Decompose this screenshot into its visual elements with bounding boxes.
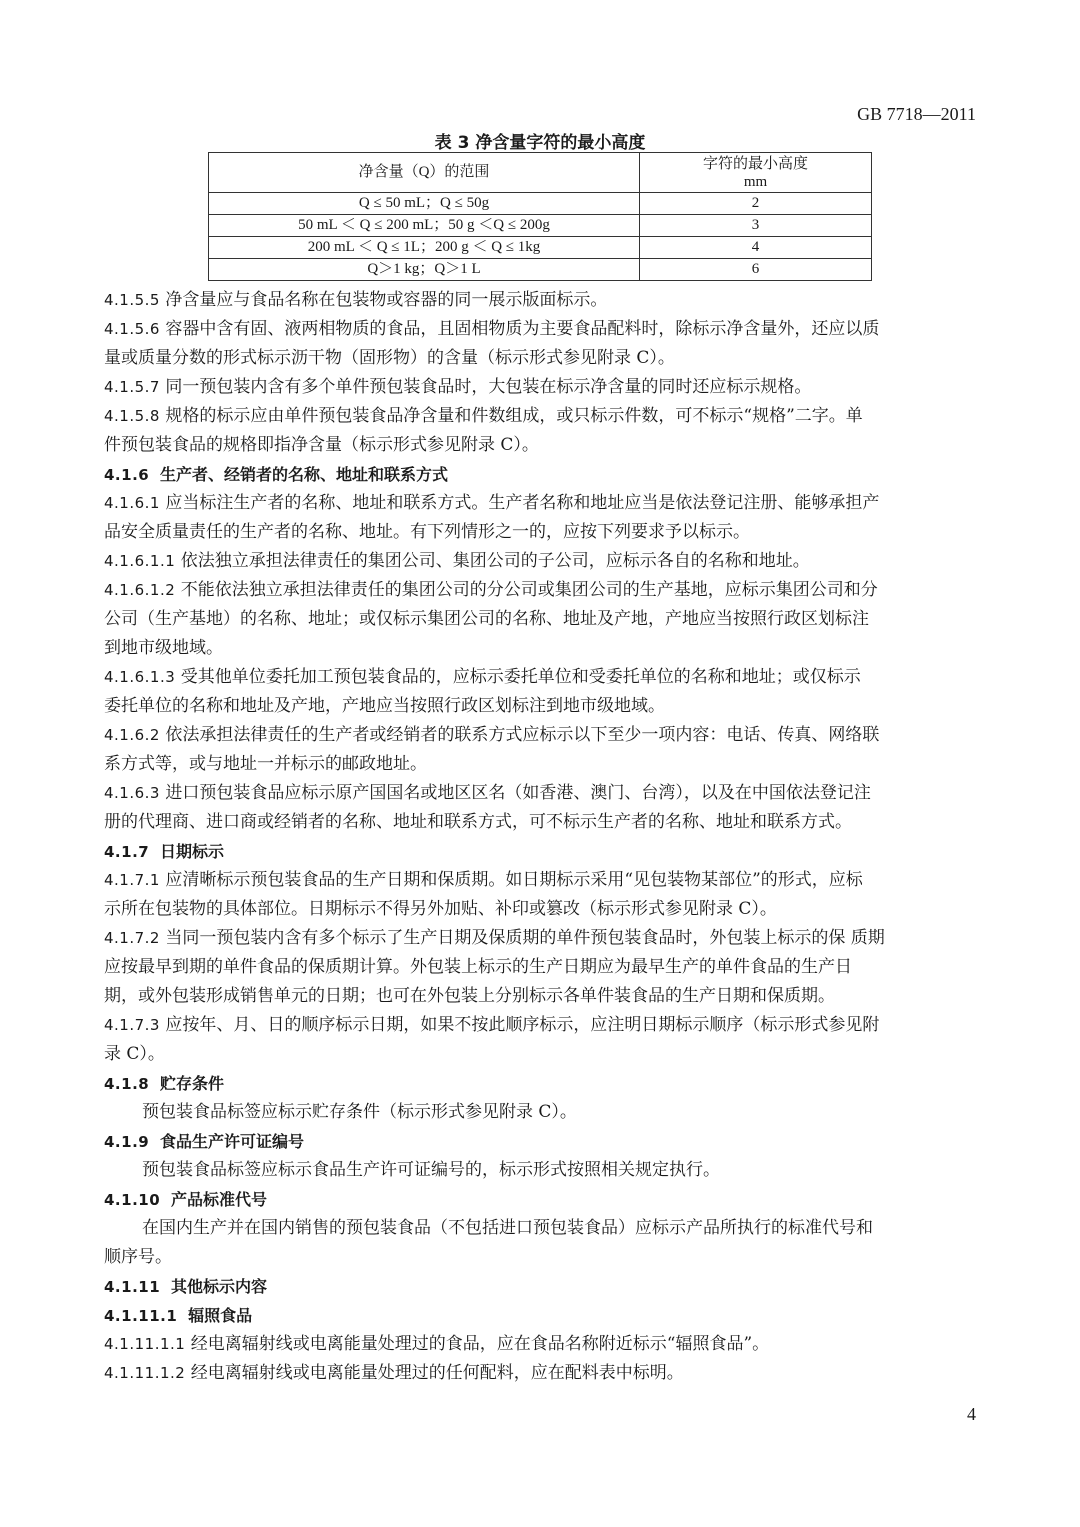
clause-number: 4.1.9 — [104, 1133, 150, 1151]
clause-number: 4.1.7.3 — [104, 1016, 160, 1034]
table-row — [209, 193, 872, 215]
paragraph-line — [104, 634, 976, 663]
section-heading — [104, 1185, 976, 1214]
clause-number: 4.1.5.5 — [104, 291, 160, 309]
paragraph-line — [104, 1040, 976, 1069]
paragraph-line — [104, 1214, 976, 1243]
paragraph-line — [104, 895, 976, 924]
paragraph-line — [104, 373, 976, 402]
section-heading — [104, 1272, 976, 1301]
heading-text: 日期标示 — [160, 842, 225, 861]
paragraph-line — [104, 750, 976, 779]
clause-text: 经电离辐射线或电离能量处理过的食品，应在食品名称附近标示“辐照食品”。 — [190, 1334, 770, 1354]
clause-text: 委托单位的名称和地址及产地，产地应当按照行政区划标注到地市级地域。 — [104, 696, 665, 716]
clause-text: 经电离辐射线或电离能量处理过的任何配料，应在配料表中标明。 — [190, 1363, 684, 1383]
heading-text: 贮存条件 — [160, 1074, 225, 1093]
clause-number: 4.1.5.7 — [104, 378, 160, 396]
paragraph-line — [104, 1359, 976, 1388]
table-header-height-unit: mm — [743, 173, 768, 190]
table-header-height — [640, 153, 872, 193]
table-cell-range: Q＞1 kg；Q＞1 L — [209, 259, 640, 281]
paragraph-line — [104, 489, 976, 518]
clause-number: 4.1.6.3 — [104, 784, 160, 802]
page-number: 4 — [967, 1404, 976, 1424]
paragraph-line — [104, 779, 976, 808]
clause-number: 4.1.7.2 — [104, 929, 160, 947]
clause-number: 4.1.11.1.2 — [104, 1364, 186, 1382]
table-cell-range: 200 mL ＜ Q ≤ 1L；200 g ＜ Q ≤ 1kg — [209, 237, 640, 259]
heading-text: 产品标准代号 — [170, 1190, 267, 1209]
clause-text: 顺序号。 — [104, 1247, 172, 1267]
heading-text: 食品生产许可证编号 — [160, 1132, 305, 1151]
section-heading — [104, 837, 976, 866]
clause-text: 册的代理商、进口商或经销者的名称、地址和联系方式，可不标示生产者的名称、地址和联系方式。 — [104, 812, 852, 832]
paragraph-line — [104, 663, 976, 692]
clause-text: 进口预包装食品应标示原产国国名或地区区名（如香港、澳门、台湾），以及在中国依法登记注 — [165, 783, 871, 803]
clause-number: 4.1.11.1 — [104, 1307, 178, 1325]
paragraph-line — [104, 953, 976, 982]
heading-text: 其他标示内容 — [170, 1277, 267, 1296]
standard-code: GB 7718—2011 — [857, 104, 976, 124]
clause-text: 不能依法独立承担法律责任的集团公司的分公司或集团公司的生产基地，应标示集团公司和分 — [180, 580, 878, 600]
clause-number: 4.1.6 — [104, 466, 150, 484]
table-row — [209, 259, 872, 281]
clause-text: 品安全质量责任的生产者的名称、地址。有下列情形之一的，应按下列要求予以标示。 — [104, 522, 750, 542]
clause-number: 4.1.6.1.1 — [104, 552, 176, 570]
table-body — [209, 193, 872, 281]
clause-number: 4.1.10 — [104, 1191, 161, 1209]
paragraph-line — [104, 286, 976, 315]
section-heading — [104, 1127, 976, 1156]
clause-text: 应当标注生产者的名称、地址和联系方式。生产者名称和地址应当是依法登记注册、能够承担产 — [165, 493, 880, 513]
clause-text: 同一预包装内含有多个单件预包装食品时，大包装在标示净含量的同时还应标示规格。 — [165, 377, 812, 397]
paragraph-line — [104, 866, 976, 895]
clause-text: 系方式等，或与地址一并标示的邮政地址。 — [104, 754, 427, 774]
paragraph-line — [104, 315, 976, 344]
heading-text: 辐照食品 — [188, 1306, 253, 1325]
paragraph-line — [104, 692, 976, 721]
clause-text: 依法承担法律责任的生产者或经销者的联系方式应标示以下至少一项内容：电话、传真、网络联 — [165, 725, 880, 745]
clause-number: 4.1.7 — [104, 843, 150, 861]
table-cell-height: 6 — [640, 259, 872, 281]
section-heading — [104, 1301, 976, 1330]
table-title: 表 3 净含量字符的最小高度 — [434, 133, 646, 153]
clause-number: 4.1.7.1 — [104, 871, 160, 889]
paragraph-line — [104, 808, 976, 837]
clause-text: 依法独立承担法律责任的集团公司、集团公司的子公司，应标示各自的名称和地址。 — [180, 551, 810, 571]
clause-text: 应按最早到期的单件食品的保质期计算。外包装上标示的生产日期应为最早生产的单件食品的生产日 — [104, 957, 852, 977]
table-cell-height: 2 — [640, 193, 872, 215]
table-cell-range: Q ≤ 50 mL；Q ≤ 50g — [209, 193, 640, 215]
paragraph-line — [104, 431, 976, 460]
clause-text: 期，或外包装形成销售单元的日期；也可在外包装上分别标示各单件装食品的生产日期和保质期。 — [104, 986, 835, 1006]
clause-text: 容器中含有固、液两相物质的食品，且固相物质为主要食品配料时，除标示净含量外，还应以质 — [165, 319, 880, 339]
paragraph-line — [104, 518, 976, 547]
clause-text: 量或质量分数的形式标示沥干物（固形物）的含量（标示形式参见附录 C）。 — [104, 348, 675, 368]
clause-number: 4.1.8 — [104, 1075, 150, 1093]
clause-text: 到地市级地域。 — [104, 638, 223, 658]
table-cell-height: 4 — [640, 237, 872, 259]
clause-number: 4.1.11.1.1 — [104, 1335, 186, 1353]
clause-text: 规格的标示应由单件预包装食品净含量和件数组成，或只标示件数，可不标示“规格”二字。单 — [165, 406, 863, 426]
clause-number: 4.1.5.8 — [104, 407, 160, 425]
table-cell-height: 3 — [640, 215, 872, 237]
paragraph-line — [104, 605, 976, 634]
section-heading — [104, 460, 976, 489]
clause-text: 预包装食品标签应标示食品生产许可证编号的，标示形式按照相关规定执行。 — [142, 1160, 720, 1180]
paragraph-line — [104, 1243, 976, 1272]
net-content-height-table — [208, 152, 872, 281]
clause-number: 4.1.6.1.2 — [104, 581, 176, 599]
paragraph-line — [104, 576, 976, 605]
clause-number: 4.1.6.1 — [104, 494, 160, 512]
clause-text: 应清晰标示预包装食品的生产日期和保质期。如日期标示采用“见包装物某部位”的形式，应标 — [165, 870, 863, 890]
clause-number: 4.1.6.1.3 — [104, 668, 176, 686]
paragraph-line — [104, 924, 976, 953]
paragraph-line — [104, 721, 976, 750]
paragraph-line — [104, 402, 976, 431]
paragraph-line — [104, 344, 976, 373]
clause-text: 受其他单位委托加工预包装食品的，应标示委托单位和受委托单位的名称和地址；或仅标示 — [180, 667, 861, 687]
table-header-height-label: 字符的最小高度 — [702, 155, 808, 172]
clause-text: 应按年、月、日的顺序标示日期，如果不按此顺序标示，应注明日期标示顺序（标示形式参见附 — [165, 1015, 880, 1035]
clause-text: 当同一预包装内含有多个标示了生产日期及保质期的单件预包装食品时，外包装上标示的保 质期 — [165, 928, 885, 948]
paragraph-line — [104, 1098, 976, 1127]
heading-text: 生产者、经销者的名称、地址和联系方式 — [160, 465, 449, 484]
table-row — [209, 237, 872, 259]
body-text — [104, 286, 976, 1388]
paragraph-line — [104, 1011, 976, 1040]
paragraph-line — [104, 1330, 976, 1359]
table-row — [209, 215, 872, 237]
clause-text: 示所在包装物的具体部位。日期标示不得另外加贴、补印或篡改（标示形式参见附录 C）。 — [104, 899, 777, 919]
paragraph-line — [104, 982, 976, 1011]
clause-text: 件预包装食品的规格即指净含量（标示形式参见附录 C）。 — [104, 435, 539, 455]
clause-number: 4.1.5.6 — [104, 320, 160, 338]
paragraph-line — [104, 1156, 976, 1185]
clause-text: 公司（生产基地）的名称、地址；或仅标示集团公司的名称、地址及产地，产地应当按照行政区划标注 — [104, 609, 869, 629]
paragraph-line — [104, 547, 976, 576]
clause-text: 预包装食品标签应标示贮存条件（标示形式参见附录 C）。 — [142, 1102, 577, 1122]
table-header-range: 净含量（Q）的范围 — [209, 153, 640, 193]
section-heading — [104, 1069, 976, 1098]
clause-text: 在国内生产并在国内销售的预包装食品（不包括进口预包装食品）应标示产品所执行的标准代号和 — [142, 1218, 873, 1238]
clause-number: 4.1.6.2 — [104, 726, 160, 744]
clause-text: 净含量应与食品名称在包装物或容器的同一展示版面标示。 — [165, 290, 608, 310]
clause-number: 4.1.11 — [104, 1278, 161, 1296]
table-cell-range: 50 mL ＜ Q ≤ 200 mL；50 g ＜Q ≤ 200g — [209, 215, 640, 237]
clause-text: 录 C）。 — [104, 1044, 165, 1064]
